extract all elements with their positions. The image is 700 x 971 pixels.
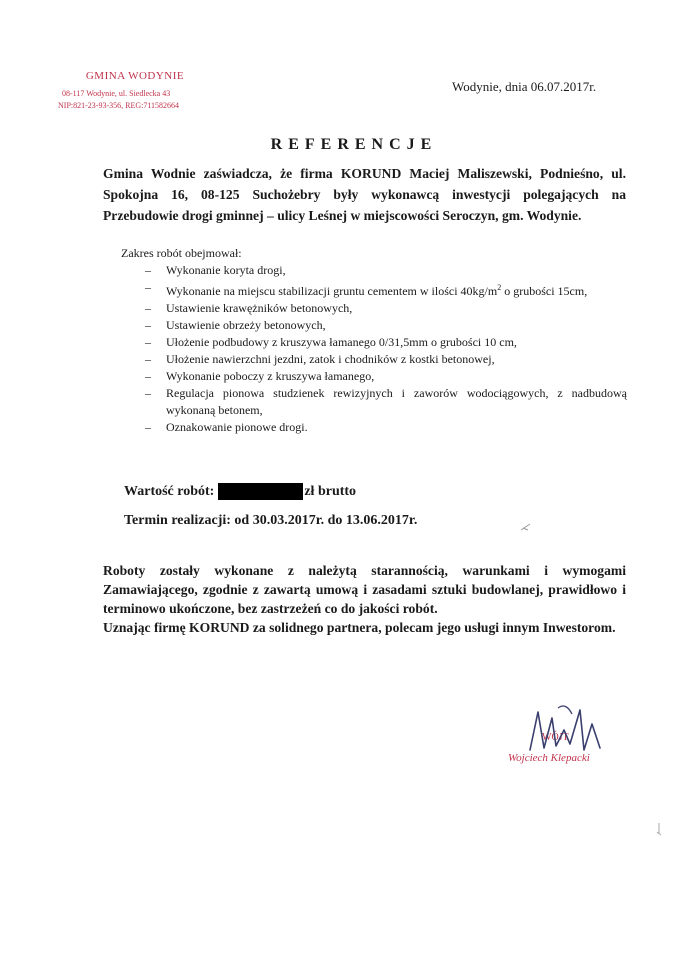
completion-period: Termin realizacji: od 30.03.2017r. do 13.06.2017r. [124,513,418,528]
scope-item: – Ułożenie podbudowy z kruszywa łamanego 0/31,5mm o grubości 10 cm, [145,334,627,351]
document-title: REFERENCJE [270,136,438,153]
signatory-name: Wojciech Klepacki [508,752,590,764]
document-date: Wodynie, dnia 06.07.2017r. [452,79,597,94]
value-suffix: zł brutto [304,483,357,499]
scope-item: – Wykonanie poboczy z kruszywa łamanego, [145,368,627,385]
scope-item: – Ustawienie krawężników betonowych, [145,300,627,317]
scope-item: – Ustawienie obrzeży betonowych, [145,317,627,334]
closing-paragraph: Roboty zostały wykonane z należytą starannością, warunkami i wymogami Zamawiającego, zgodnie z zawartą umową i zasadami sztuki budowlanej, prawidłowo i terminowo ukończone, bez zastrzeżeń co do jakości robót. [103,563,626,616]
redaction-bar [218,483,303,500]
scope-item: – Ułożenie nawierzchni jezdni, zatok i chodników z kostki betonowej, [145,351,627,368]
scope-item: – Wykonanie na miejscu stabilizacji gruntu cementem w ilości $40kg/m^2$ o grubości 15cm, [145,279,627,300]
stray-mark [520,522,532,532]
scope-list [145,262,627,436]
signature-stamp-word: WÓJT [542,732,569,743]
signature-image [500,700,650,780]
stray-mark [655,822,663,836]
closing-text [103,561,626,637]
scope-item: – Regulacja pionowa studzienek rewizyjnych i zaworów wodociągowych, z nadbudową wykonaną betonem, [145,385,627,419]
municipality-stamp [40,70,230,110]
recommendation-paragraph: Uznając firmę KORUND za solidnego partnera, polecam jego usługi innym Inwestorom. [103,620,616,635]
scope-item: – Oznakowanie pionowe drogi. [145,419,627,436]
value-line [124,483,356,500]
intro-paragraph: Gmina Wodnie zaświadcza, że firma KORUND Maciej Maliszewski, Podnieśno, ul. Spokojna 16, 08-125 Suchożebry były wykonawcą inwestycji polegających na Przebudowie drogi gminnej – ulicy Leśnej w miejscowości Seroczyn, gm. Wodynie. [103,166,626,223]
stamp-line-address: 08-117 Wodynie, ul. Siedlecka 43 [62,89,171,98]
stamp-line-name: GMINA WODYNIE [85,70,185,82]
value-label: Wartość robót: [124,483,215,499]
stamp-line-ids: NIP:821-23-93-356, REG:711582664 [58,101,180,110]
scope-heading: Zakres robót obejmował: [121,246,242,260]
scope-item: – Wykonanie koryta drogi, [145,262,627,279]
